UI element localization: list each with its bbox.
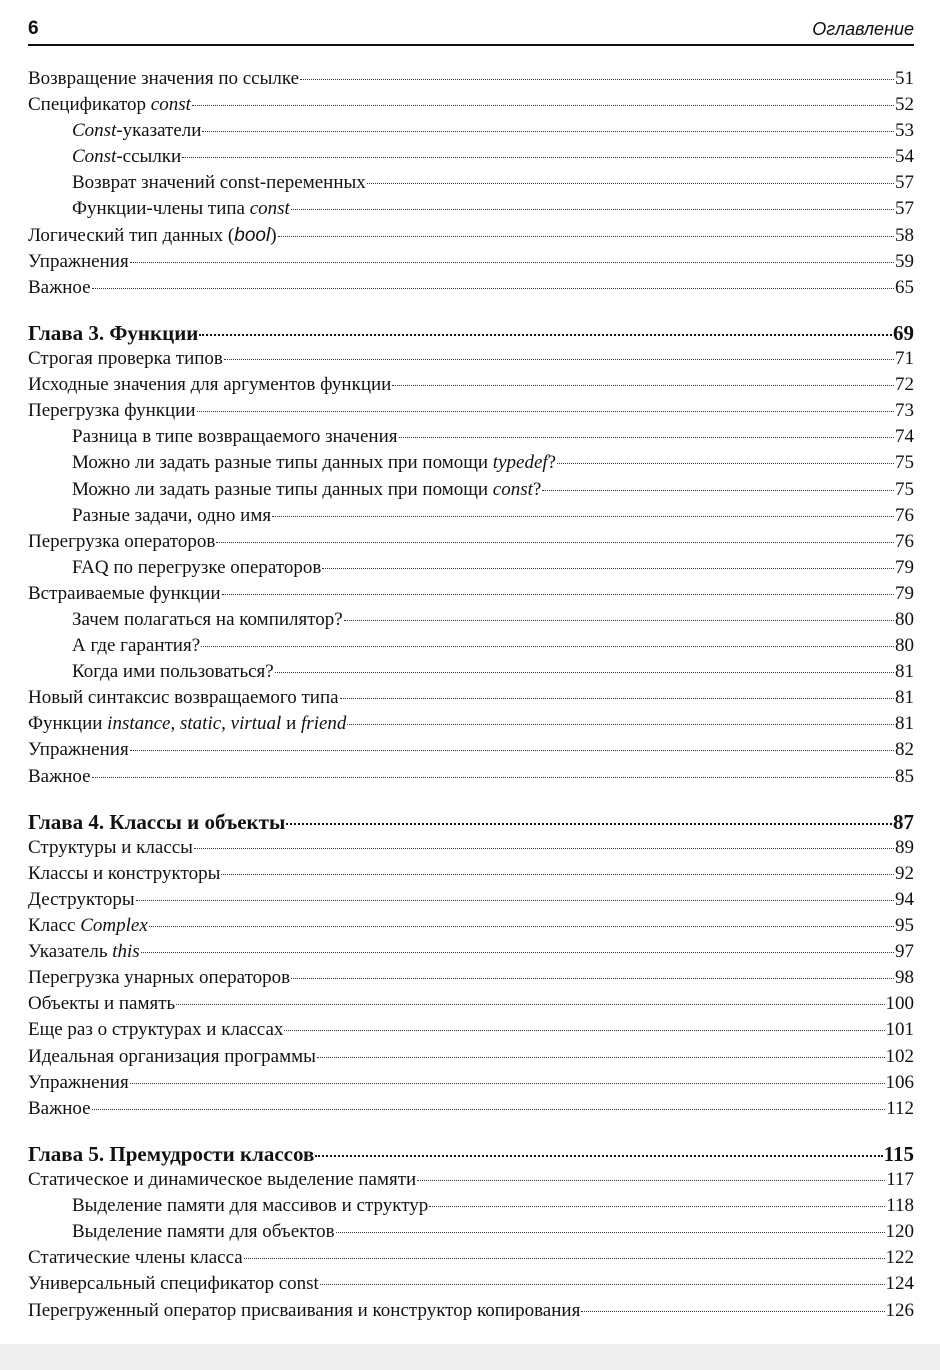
dot-leader — [291, 209, 894, 210]
title-segment: bool — [234, 224, 271, 246]
dot-leader — [202, 131, 894, 132]
dot-leader — [300, 79, 894, 80]
dot-leader — [367, 183, 894, 184]
toc-page-number: 122 — [885, 1247, 914, 1269]
toc-entry-title — [28, 249, 129, 275]
toc-page-number: 52 — [895, 94, 914, 116]
dot-leader — [199, 334, 892, 336]
toc-page-number: 73 — [895, 400, 914, 422]
toc-page-number: 76 — [895, 530, 914, 552]
toc-page-number: 74 — [895, 426, 914, 448]
toc-entry[interactable] — [28, 764, 914, 790]
toc-entry-title — [28, 66, 299, 92]
toc-subentry[interactable] — [28, 633, 914, 659]
dot-leader — [392, 385, 894, 386]
toc-page-number: 106 — [885, 1071, 914, 1093]
toc-subentry[interactable] — [28, 144, 914, 170]
title-segment: Перегрузка функции — [28, 400, 196, 422]
title-segment: Complex — [80, 915, 148, 937]
toc-subentry[interactable] — [28, 555, 914, 581]
title-segment: ? — [532, 478, 542, 500]
toc-entry[interactable] — [28, 737, 914, 763]
title-segment: Разные задачи, одно имя — [72, 504, 272, 526]
dot-leader — [272, 516, 894, 517]
toc-subentry[interactable] — [28, 424, 914, 450]
title-segment: Const — [72, 146, 117, 168]
toc-page-number: 98 — [895, 967, 914, 989]
title-segment: Важное — [28, 765, 91, 787]
toc-entry[interactable] — [28, 398, 914, 424]
toc-entry[interactable] — [28, 529, 914, 555]
toc-page-number: 118 — [886, 1195, 914, 1217]
toc-entry[interactable] — [28, 346, 914, 372]
toc-page-number: 126 — [885, 1299, 914, 1321]
title-segment: const — [150, 94, 191, 116]
toc-entry[interactable] — [28, 887, 914, 913]
dot-leader — [194, 848, 894, 849]
dot-leader — [291, 978, 894, 979]
toc-entry[interactable] — [28, 372, 914, 398]
dot-leader — [557, 463, 894, 464]
toc-subentry[interactable] — [28, 477, 914, 503]
toc-page-number: 101 — [885, 1019, 914, 1041]
toc-entry-title — [28, 861, 220, 887]
toc-page-number: 112 — [886, 1097, 914, 1119]
dot-leader — [201, 646, 894, 647]
dot-leader — [136, 900, 894, 901]
toc-entry-title — [72, 633, 200, 659]
toc-entry-title — [72, 607, 343, 633]
title-segment: Когда ими пользоваться? — [72, 661, 274, 683]
toc-entry[interactable] — [28, 965, 914, 991]
dot-leader — [347, 724, 894, 725]
toc-entry[interactable] — [28, 1070, 914, 1096]
title-segment: Можно ли задать разные типы данных при помощи — [72, 452, 493, 474]
toc-entry[interactable] — [28, 913, 914, 939]
title-segment: Класс — [28, 915, 81, 937]
toc-subentry[interactable] — [28, 450, 914, 476]
toc-page-number: 95 — [895, 915, 914, 937]
title-segment: и — [281, 713, 302, 735]
toc-entry-title — [72, 503, 271, 529]
toc-entry-title — [72, 144, 181, 170]
title-segment: Глава 5. Премудрости классов — [28, 1141, 315, 1166]
toc-entry-title — [28, 581, 221, 607]
toc-entry[interactable] — [28, 685, 914, 711]
toc-page-number: 79 — [895, 556, 914, 578]
toc-page-number: 92 — [895, 862, 914, 884]
toc-entry-title — [72, 118, 201, 144]
dot-leader — [182, 157, 894, 158]
bottom-strip — [0, 1344, 940, 1370]
toc-entry-title — [28, 372, 391, 398]
title-segment: ) — [270, 224, 277, 246]
title-segment: Встраиваемые функции — [28, 582, 221, 604]
title-segment: Перегрузка унарных операторов — [28, 967, 291, 989]
title-segment: Разница в типе возвращаемого значения — [72, 426, 398, 448]
title-segment: А где гарантия? — [72, 635, 201, 657]
title-segment: Выделение памяти для массивов и структур — [72, 1195, 429, 1217]
toc-page-number: 80 — [895, 635, 914, 657]
title-segment: ? — [547, 452, 557, 474]
title-segment: Строгая проверка типов — [28, 348, 223, 370]
dot-leader — [320, 1284, 885, 1285]
dot-leader — [192, 105, 894, 106]
title-segment: Глава 4. Классы и объекты — [28, 809, 286, 834]
toc-entry-title — [28, 529, 215, 555]
toc-entry-title — [72, 659, 274, 685]
toc-entry-title — [72, 555, 321, 581]
dot-leader — [399, 437, 895, 438]
toc-entry[interactable] — [28, 581, 914, 607]
dot-leader — [340, 698, 894, 699]
toc-page-number: 102 — [885, 1045, 914, 1067]
dot-leader — [429, 1206, 885, 1207]
toc-chapter[interactable] — [28, 809, 914, 835]
title-segment: Статические члены класса — [28, 1247, 243, 1269]
title-segment: Исходные значения для аргументов функции — [28, 374, 392, 396]
title-segment: Новый синтаксис возвращаемого типа — [28, 687, 339, 709]
toc-page-number: 81 — [895, 661, 914, 683]
toc-page-number: 57 — [895, 172, 914, 194]
toc-entry[interactable] — [28, 861, 914, 887]
toc-entry[interactable] — [28, 1044, 914, 1070]
toc-subentry[interactable] — [28, 1219, 914, 1245]
title-segment: Const — [72, 120, 117, 142]
toc-entry-title — [28, 764, 91, 790]
dot-leader — [221, 874, 894, 875]
toc-entry-title — [28, 1298, 580, 1324]
toc-page-number: 58 — [895, 224, 914, 246]
title-segment: Функции — [28, 713, 108, 735]
toc-entry[interactable] — [28, 249, 914, 275]
dot-leader — [222, 594, 894, 595]
title-segment: Логический тип данных ( — [28, 224, 235, 246]
toc-entry-title — [28, 223, 277, 249]
title-segment: Деструкторы — [28, 889, 135, 910]
title-segment: Упражнения — [28, 250, 129, 272]
dot-leader — [581, 1311, 884, 1312]
dot-leader — [315, 1155, 882, 1157]
toc-entry-title — [28, 685, 339, 711]
toc-entry[interactable] — [28, 1298, 914, 1324]
toc-chapter[interactable] — [28, 1141, 914, 1167]
toc-page-number: 87 — [893, 809, 914, 834]
toc-entry[interactable] — [28, 939, 914, 965]
toc-subentry[interactable] — [28, 118, 914, 144]
toc-entry[interactable] — [28, 991, 914, 1017]
toc-entry-title — [28, 835, 193, 861]
toc-page-number: 81 — [895, 687, 914, 709]
toc-entry-title — [28, 1245, 243, 1271]
toc-page-number: 65 — [895, 276, 914, 298]
dot-leader — [141, 952, 894, 953]
dot-leader — [336, 1232, 885, 1233]
title-segment: , — [170, 713, 180, 735]
toc-subentry[interactable] — [28, 1193, 914, 1219]
toc-page-number: 57 — [895, 198, 914, 220]
dot-leader — [542, 490, 894, 491]
dot-leader — [130, 1083, 885, 1084]
toc-entry-title — [28, 398, 196, 424]
toc-page-number: 117 — [886, 1169, 914, 1191]
toc-entry-title — [72, 1219, 335, 1245]
running-title: Оглавление — [812, 19, 914, 39]
toc-entry[interactable] — [28, 1096, 914, 1122]
title-segment: static — [180, 713, 222, 735]
title-segment: Универсальный спецификатор const — [28, 1273, 319, 1295]
toc-page-number: 71 — [895, 348, 914, 370]
toc-page-number: 82 — [895, 739, 914, 761]
toc-entry-title — [72, 477, 541, 503]
title-segment: Статическое и динамическое выделение памяти — [28, 1169, 417, 1191]
title-segment: Спецификатор — [28, 94, 151, 116]
toc-subentry[interactable] — [28, 196, 914, 222]
title-segment: , — [221, 713, 231, 735]
dot-leader — [92, 1109, 886, 1110]
dot-leader — [224, 359, 894, 360]
toc-entry-title — [28, 991, 175, 1017]
toc-page-number: 115 — [883, 1141, 914, 1166]
title-segment: Возврат значений const-переменных — [72, 172, 366, 194]
dot-leader — [284, 1030, 884, 1031]
toc-entry-title — [28, 92, 191, 118]
toc-entry-title — [28, 711, 346, 737]
toc-entry[interactable] — [28, 92, 914, 118]
toc-entry-title — [28, 737, 129, 763]
toc-page-number: 94 — [895, 889, 914, 910]
toc-entry-title — [28, 1141, 314, 1167]
toc-page-number: 80 — [895, 608, 914, 630]
toc-entry-title — [28, 1271, 319, 1297]
dot-leader — [244, 1258, 885, 1259]
toc-entry[interactable] — [28, 1017, 914, 1043]
toc-entry-title — [72, 450, 556, 476]
dot-leader — [275, 672, 894, 673]
toc-page-number: 76 — [895, 504, 914, 526]
title-segment: Структуры и классы — [28, 836, 193, 858]
title-segment: Важное — [28, 1097, 91, 1119]
title-segment: Выделение памяти для объектов — [72, 1221, 335, 1243]
toc-entry[interactable] — [28, 711, 914, 737]
toc-page-number: 69 — [893, 320, 914, 345]
dot-leader — [197, 411, 894, 412]
toc-page-number: 72 — [895, 374, 914, 396]
toc-subentry[interactable] — [28, 170, 914, 196]
title-segment: Зачем полагаться на компилятор? — [72, 608, 343, 630]
title-segment: Функции-члены типа — [72, 198, 250, 220]
title-segment: Упражнения — [28, 739, 129, 761]
title-segment: Возвращение значения по ссылке — [28, 68, 300, 89]
toc-page-number: 89 — [895, 836, 914, 858]
toc-subentry[interactable] — [28, 607, 914, 633]
title-segment: Указатель — [28, 941, 113, 963]
toc-entry-title — [28, 320, 198, 346]
dot-leader — [344, 620, 894, 621]
title-segment: typedef — [492, 452, 548, 474]
title-segment: -ссылки — [116, 146, 182, 168]
toc-entry-title — [28, 939, 140, 965]
toc-entry-title — [28, 275, 91, 301]
title-segment: Важное — [28, 276, 91, 298]
toc-entry-title — [28, 1044, 316, 1070]
title-segment: Классы и конструкторы — [28, 862, 221, 884]
toc-entry-title — [28, 913, 148, 939]
title-segment: Глава 3. Функции — [28, 320, 199, 345]
toc-page-number: 120 — [885, 1221, 914, 1243]
title-segment: Перегрузка операторов — [28, 530, 216, 552]
dot-leader — [317, 1057, 885, 1058]
toc-entry-title — [28, 1017, 283, 1043]
dot-leader — [130, 262, 894, 263]
toc-entry[interactable] — [28, 1271, 914, 1297]
toc-page-number: 124 — [885, 1273, 914, 1295]
toc-entry-title — [72, 170, 366, 196]
toc-page-number: 79 — [895, 582, 914, 604]
toc-page-number: 51 — [895, 68, 914, 89]
toc-entry[interactable] — [28, 1245, 914, 1271]
toc-entry-title — [28, 887, 135, 913]
title-segment: Еще раз о структурах и классах — [28, 1019, 284, 1041]
toc-page-number: 53 — [895, 120, 914, 142]
toc-entry-title — [72, 424, 398, 450]
toc-chapter[interactable] — [28, 320, 914, 346]
dot-leader — [322, 568, 894, 569]
toc-entry[interactable] — [28, 835, 914, 861]
title-segment: const — [249, 198, 290, 220]
toc-entry-title — [28, 1167, 416, 1193]
toc-entry[interactable] — [28, 66, 914, 92]
toc-entry-title — [72, 196, 290, 222]
toc-entry-title — [28, 1096, 91, 1122]
toc-page-number: 75 — [895, 478, 914, 500]
dot-leader — [92, 288, 894, 289]
toc-page-number: 81 — [895, 713, 914, 735]
dot-leader — [278, 236, 894, 237]
title-segment: Перегруженный оператор присваивания и конструктор копирования — [28, 1299, 581, 1321]
toc-page-number: 59 — [895, 250, 914, 272]
toc-page-number: 100 — [885, 993, 914, 1015]
dot-leader — [216, 542, 894, 543]
title-segment: Можно ли задать разные типы данных при помощи — [72, 478, 493, 500]
toc-page-number: 54 — [895, 146, 914, 168]
toc-entry-title — [28, 1070, 129, 1096]
running-header — [28, 18, 914, 46]
toc-page-number: 75 — [895, 452, 914, 474]
toc-page-number: 85 — [895, 765, 914, 787]
title-segment: this — [112, 941, 140, 963]
toc-entry-title — [72, 1193, 428, 1219]
toc-entry[interactable] — [28, 1167, 914, 1193]
dot-leader — [176, 1004, 884, 1005]
dot-leader — [130, 750, 894, 751]
toc-subentry[interactable] — [28, 503, 914, 529]
title-segment: FAQ по перегрузке операторов — [72, 556, 322, 578]
toc-page-number: 97 — [895, 941, 914, 963]
title-segment: const — [492, 478, 533, 500]
table-of-contents — [28, 66, 914, 1324]
dot-leader — [92, 777, 894, 778]
title-segment: friend — [301, 713, 347, 735]
dot-leader — [149, 926, 894, 927]
title-segment: instance — [107, 713, 171, 735]
toc-entry-title — [28, 809, 285, 835]
toc-entry[interactable] — [28, 223, 914, 249]
toc-entry[interactable] — [28, 275, 914, 301]
dot-leader — [417, 1180, 885, 1181]
title-segment: Упражнения — [28, 1071, 129, 1093]
toc-subentry[interactable] — [28, 659, 914, 685]
title-segment: virtual — [230, 713, 282, 735]
page-number: 6 — [28, 18, 39, 39]
title-segment: Объекты и память — [28, 993, 176, 1015]
toc-entry-title — [28, 346, 223, 372]
title-segment: -указатели — [116, 120, 202, 142]
dot-leader — [286, 823, 892, 825]
title-segment: Идеальная организация программы — [28, 1045, 316, 1067]
toc-entry-title — [28, 965, 290, 991]
